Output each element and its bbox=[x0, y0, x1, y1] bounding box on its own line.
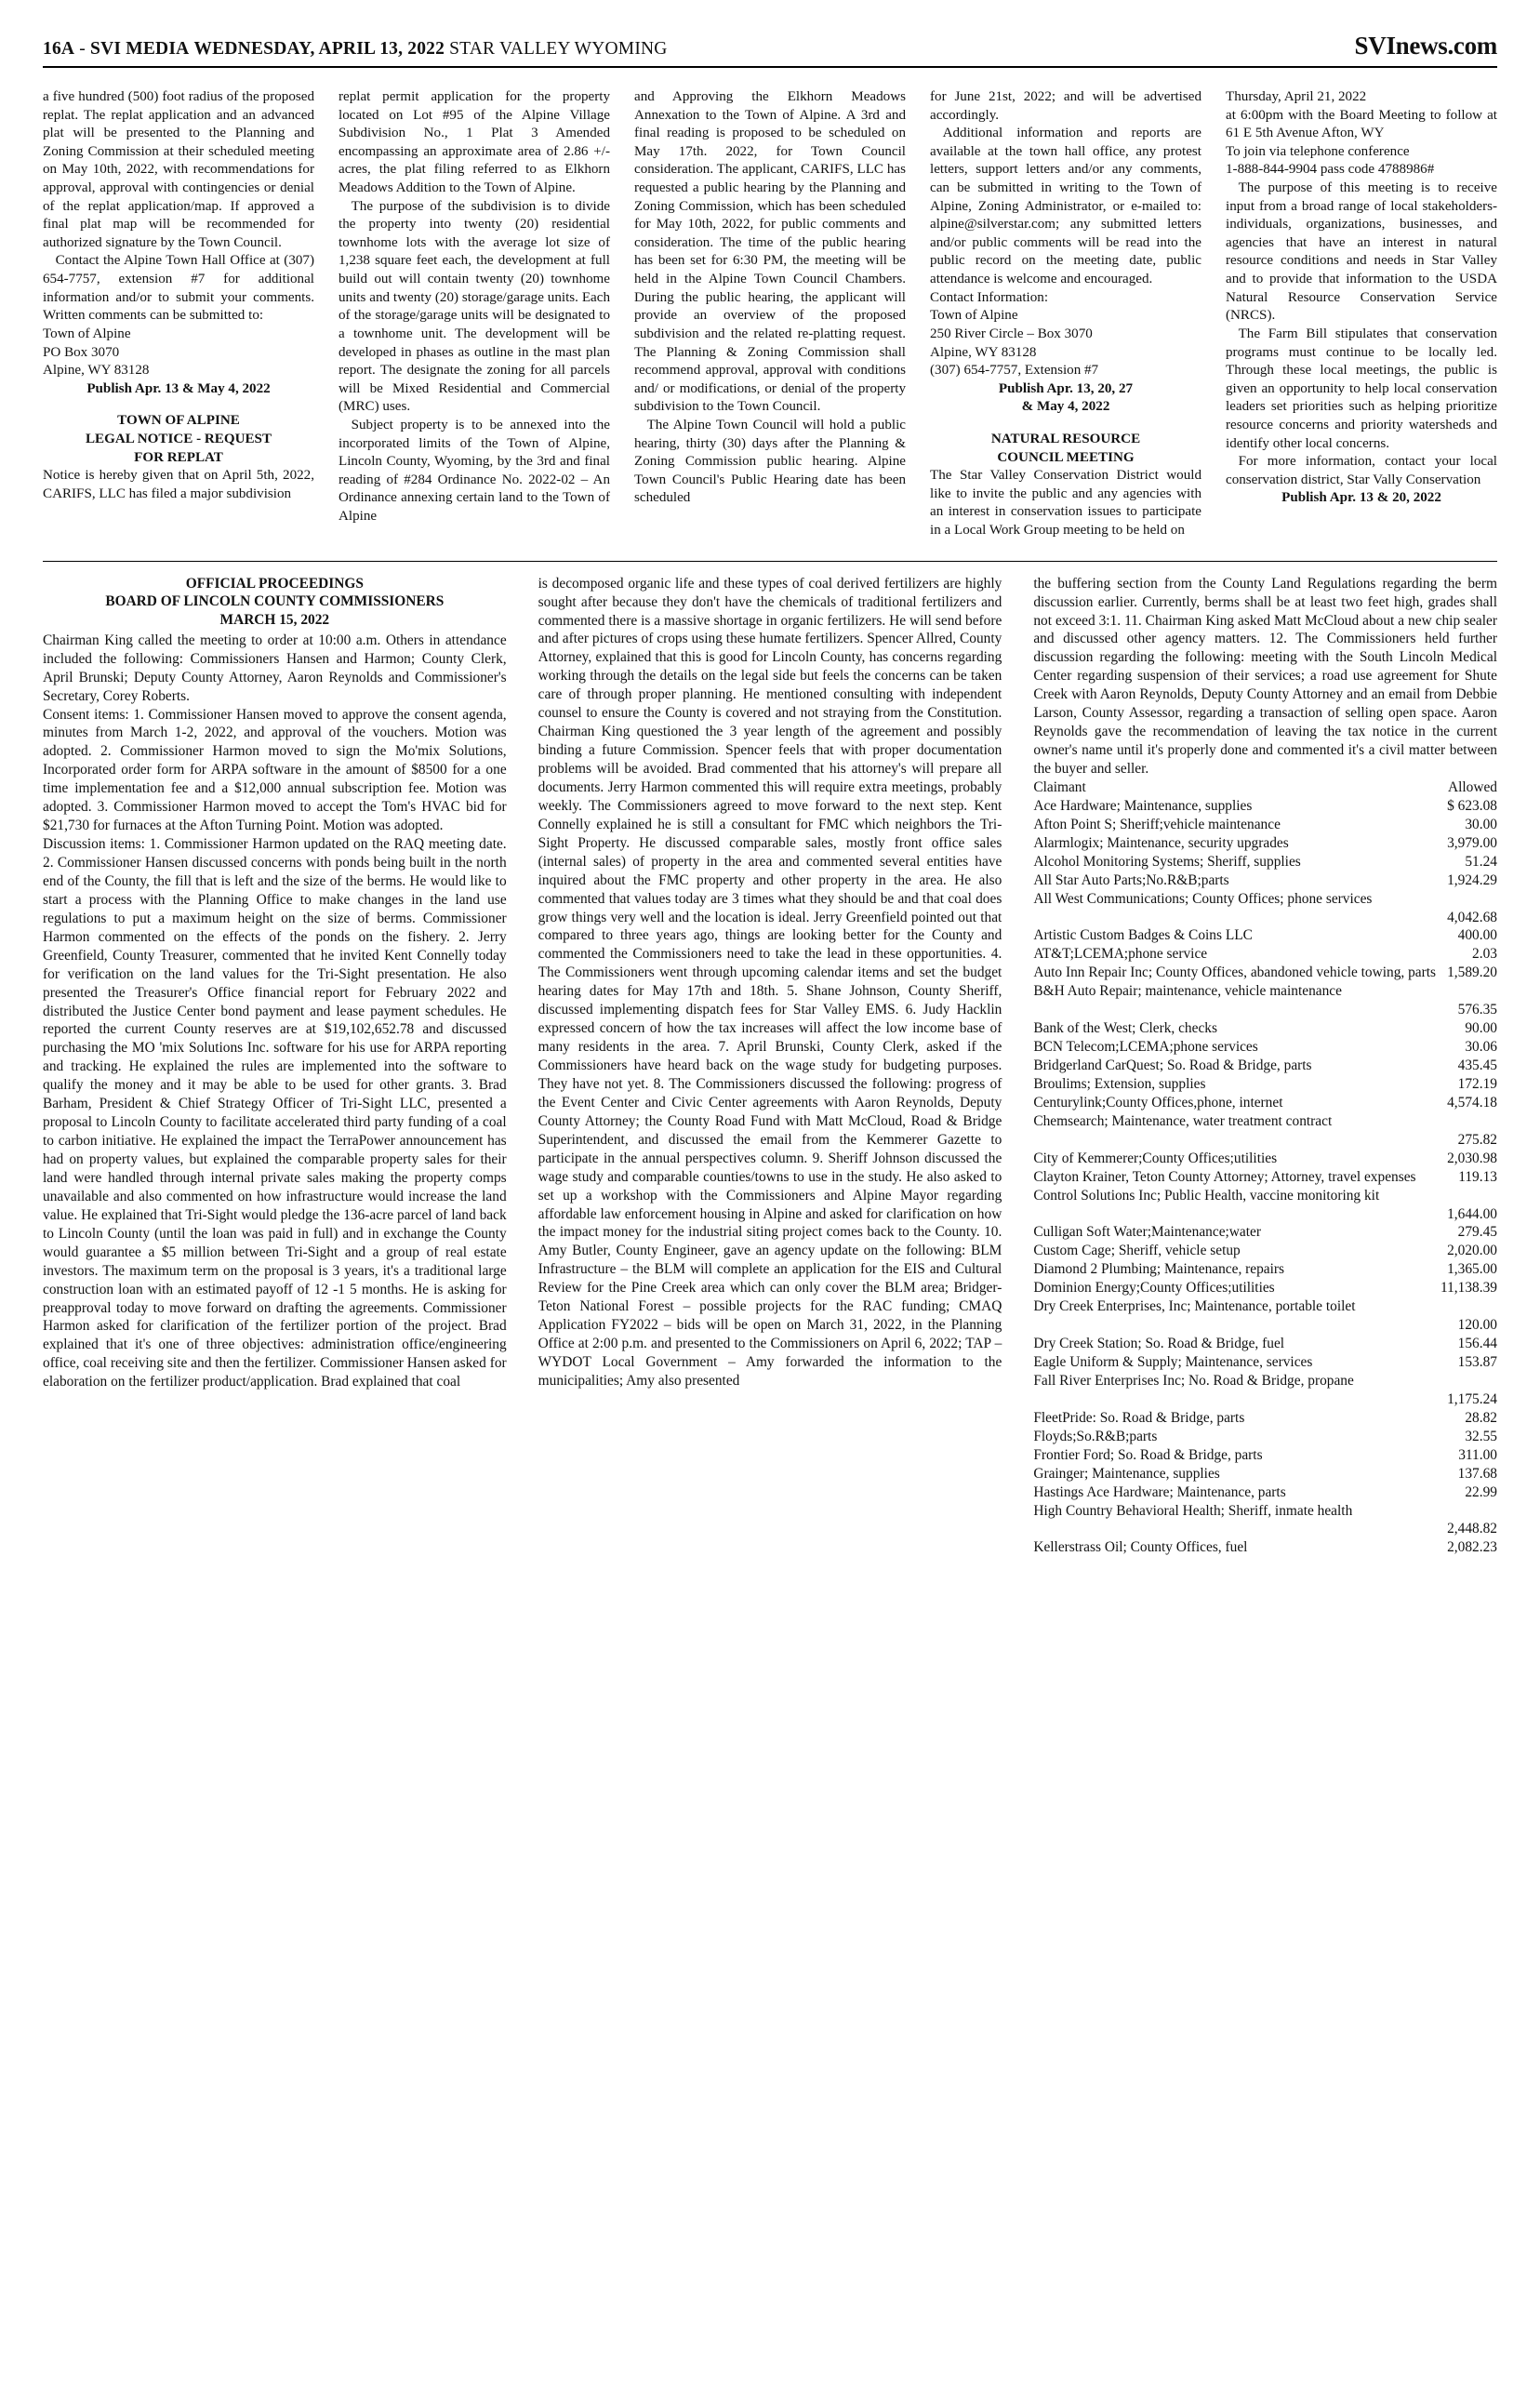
allowed-amount: 1,365.00 bbox=[1447, 1261, 1497, 1278]
allowed-amount: 22.99 bbox=[1465, 1483, 1497, 1500]
claimant-description: Alcohol Monitoring Systems; Sheriff, supplies bbox=[1033, 853, 1301, 870]
paragraph: Subject property is to be annexed into the incorporated limits of the Town of Alpine, Lincoln County, Wyoming, by the 3rd and final reading of #284 Ordinance No. 2022-02 – An Ordinance annexing certain land to the Town of Alpine bbox=[339, 417, 610, 525]
paragraph: Contact the Alpine Town Hall Office at (307) 654-7757, extension #7 for additional information and/or to submit your comments. Written comments can be submitted to: bbox=[43, 253, 314, 324]
column-header-claimant: Claimant bbox=[1033, 778, 1086, 795]
allowed-amount: 2.03 bbox=[1472, 946, 1497, 963]
claimant-description: Centurylink;County Offices,phone, internet bbox=[1033, 1094, 1283, 1111]
address-line: Town of Alpine bbox=[43, 326, 131, 341]
column-header-allowed: Allowed bbox=[1447, 778, 1497, 795]
table-row bbox=[1033, 1019, 1497, 1038]
paragraph: For more information, contact your local conservation district, Star Vally Conservation bbox=[1226, 454, 1497, 487]
allowed-amount: $ 623.08 bbox=[1447, 797, 1497, 814]
paragraph: The Alpine Town Council will hold a public hearing, thirty (30) days after the Planning & Zoning Commission public hearing. Alpine Town Council's Public Hearing date has been scheduled bbox=[634, 417, 906, 506]
paragraph: and Approving the Elkhorn Meadows Annexation to the Town of Alpine. A 3rd and final reading is proposed to be scheduled on May 17th. 2022, for Town Council consideration. The applicant, CARIFS, LLC has requested a public hearing by the Planning and Zoning Commission, which has been scheduled for May 10th, 2022, for public comments and consideration. The time of the public hearing has been set for 6:30 PM, the meeting will be held in the Alpine Town Council Chambers. During the public hearing, the applicant will provide an overview of the proposed subdivision and the related re-platting request. The Planning & Zoning Commission shall recommend approval, approval with conditions and/ or modifications, or denial of the property subdivision to the Town Council. bbox=[634, 89, 906, 415]
allowed-amount: 4,574.18 bbox=[1447, 1094, 1497, 1111]
table-row bbox=[1033, 1187, 1497, 1224]
allowed-amount: 30.00 bbox=[1465, 816, 1497, 832]
legal-column-3 bbox=[634, 88, 906, 540]
contact-line: (307) 654-7757, Extension #7 bbox=[930, 363, 1099, 379]
proceedings-column-1 bbox=[43, 575, 507, 1558]
publish-line: Publish Apr. 13, 20, 27 bbox=[998, 380, 1134, 396]
legal-column-1 bbox=[43, 88, 314, 540]
table-row bbox=[1033, 1409, 1497, 1428]
allowed-amount: 90.00 bbox=[1465, 1020, 1497, 1037]
claimant-description: Hastings Ace Hardware; Maintenance, parts bbox=[1033, 1483, 1286, 1500]
claimant-description: All Star Auto Parts;No.R&B;parts bbox=[1033, 871, 1229, 888]
allowed-amount: 172.19 bbox=[1457, 1075, 1497, 1092]
table-row bbox=[1033, 1279, 1497, 1297]
table-row bbox=[1033, 1038, 1497, 1057]
table-row bbox=[1033, 853, 1497, 871]
allowed-amount: 2,030.98 bbox=[1447, 1150, 1497, 1166]
payments-table-header bbox=[1033, 778, 1497, 797]
claimant-description: Artistic Custom Badges & Coins LLC bbox=[1033, 927, 1253, 944]
claimant-description: Bank of the West; Clerk, checks bbox=[1033, 1020, 1217, 1037]
allowed-amount: 30.06 bbox=[1465, 1039, 1497, 1056]
allowed-amount: 2,448.82 bbox=[1447, 1521, 1497, 1537]
table-row bbox=[1033, 1538, 1497, 1557]
table-row bbox=[1033, 1168, 1497, 1187]
allowed-amount: 51.24 bbox=[1465, 853, 1497, 870]
payments-table bbox=[1033, 797, 1497, 1557]
publication-name: SVI MEDIA bbox=[90, 39, 190, 59]
legal-column-4 bbox=[930, 88, 1201, 540]
notice-heading-line: FOR REPLAT bbox=[134, 449, 223, 465]
paragraph: The Farm Bill stipulates that conservation programs must continue to be locally led. Through these local meetings, the public is given an opportunity to help local conservation leaders set priorities such as helping prioritize resource concerns and priority watersheds and identify other local concerns. bbox=[1226, 326, 1497, 451]
contact-line: Alpine, WY 83128 bbox=[930, 344, 1037, 360]
allowed-amount: 120.00 bbox=[1457, 1317, 1497, 1334]
table-row bbox=[1033, 1075, 1497, 1094]
proceedings-title-line: MARCH 15, 2022 bbox=[219, 612, 330, 629]
claimant-description: Dry Creek Station; So. Road & Bridge, fuel bbox=[1033, 1336, 1285, 1352]
table-row bbox=[1033, 1057, 1497, 1075]
claimant-description: Dominion Energy;County Offices;utilities bbox=[1033, 1280, 1275, 1297]
contact-line: Contact Information: bbox=[930, 289, 1049, 305]
table-row bbox=[1033, 797, 1497, 816]
allowed-amount: 28.82 bbox=[1465, 1409, 1497, 1426]
claimant-description: City of Kemmerer;County Offices;utilities bbox=[1033, 1150, 1278, 1166]
claimant-description: Auto Inn Repair Inc; County Offices, abandoned vehicle towing, parts bbox=[1033, 964, 1437, 981]
table-row bbox=[1033, 890, 1497, 927]
paragraph: To join via telephone conference bbox=[1226, 143, 1410, 159]
table-row bbox=[1033, 871, 1497, 890]
table-row bbox=[1033, 945, 1497, 964]
legal-notices-section bbox=[43, 68, 1497, 540]
claimant-description: Dry Creek Enterprises, Inc; Maintenance, portable toilet bbox=[1033, 1298, 1356, 1315]
allowed-amount: 400.00 bbox=[1457, 927, 1497, 944]
table-row bbox=[1033, 816, 1497, 834]
table-row bbox=[1033, 1150, 1497, 1168]
table-row bbox=[1033, 1112, 1497, 1150]
table-row bbox=[1033, 1446, 1497, 1465]
allowed-amount: 311.00 bbox=[1458, 1446, 1497, 1463]
proceedings-column-2 bbox=[538, 575, 1002, 1558]
claimant-description: AT&T;LCEMA;phone service bbox=[1033, 946, 1208, 963]
claimant-description: Diamond 2 Plumbing; Maintenance, repairs bbox=[1033, 1261, 1285, 1278]
table-row bbox=[1033, 926, 1497, 945]
table-row bbox=[1033, 1465, 1497, 1483]
paragraph: The purpose of this meeting is to receive input from a broad range of local stakeholders-individuals, organizations, businesses, and agencies that have an interest in natural resource conditions and needs in Star Valley and to provide that information to the USDA Natural Resource Conservation Service (NRCS). bbox=[1226, 180, 1497, 324]
table-row bbox=[1033, 1223, 1497, 1242]
address-line: Alpine, WY 83128 bbox=[43, 363, 150, 379]
allowed-amount: 2,020.00 bbox=[1447, 1243, 1497, 1259]
claimant-description: Control Solutions Inc; Public Health, vaccine monitoring kit bbox=[1033, 1187, 1380, 1204]
contact-line: 250 River Circle – Box 3070 bbox=[930, 326, 1093, 341]
page-number: 16A bbox=[43, 39, 75, 59]
official-proceedings-section bbox=[43, 575, 1497, 1558]
table-row bbox=[1033, 834, 1497, 853]
claimant-description: Ace Hardware; Maintenance, supplies bbox=[1033, 797, 1253, 814]
table-row bbox=[1033, 1353, 1497, 1372]
notice-heading-line: NATURAL RESOURCE bbox=[990, 431, 1141, 446]
paragraph: Discussion items: 1. Commissioner Harmon updated on the RAQ meeting date. 2. Commissioner Hansen discussed concerns with ponds being built in the north end of the County, the fill that is left and the size of the berms. He would like to start a process with the Planning Office to make changes in the land use regulations to put a maximum height on the size of berms. Commissioner Harmon commented on the effects of the ponds on the fishery. 2. Jerry Greenfield, County Treasurer, commented that he invited Kent Connelly today for verification on the land values for the Tri-Sight presentation. He also presented the Treasurer's Office financial report for February 2022 and distributed the Justice Center bond payment and lease payment schedules. He reported the current County reserves are at $19,102,652.78 and discussed purchasing the MO 'mix Solutions Inc. software for his use for ARPA reporting and tracking. He explained the rules are implemented into the software to qualify the money and it may be able to be used for other grants. 3. Brad Barham, President & Chief Strategy Officer of Tri-Sight LLC, presented a proposal to Lincoln County to facilitate accelerated third party funding of a coal to carbon initiative. He explained the impact the TerraPower announcement has had on property values, but explained the comparable property sales for their land were handled through internal private sales making the property comps unavailable and also commented on how infrastructure would increase the land value. He explained that Tri-Sight would pledge the 136-acre parcel of land back to Lincoln County (until the loan was paid in full) and in exchange the County would guarantee a $5 million between Tri-Sight and a group of real estate investors. The maximum term on the proposal is 3 years, it's a traditional large construction loan with an estimated payoff of 12 -1 5 months. He is asking for preapproval today to move forward on drafting the agreements. Commissioner Harmon asked for clarification of the fertilizer portion of the project. Brad explained that it's one of three objectives: administration office/engineering office, coal receiving site and then the fertilizer. Commissioner Hansen asked for elaboration on the fertilizer product/application. Brad explained that coal bbox=[43, 836, 507, 1390]
table-row bbox=[1033, 1483, 1497, 1502]
address-line: PO Box 3070 bbox=[43, 344, 120, 360]
table-row bbox=[1033, 1502, 1497, 1539]
publish-line: Publish Apr. 13 & May 4, 2022 bbox=[86, 380, 271, 396]
claimant-description: Frontier Ford; So. Road & Bridge, parts bbox=[1033, 1446, 1263, 1463]
legal-column-5 bbox=[1226, 88, 1497, 540]
claimant-description: BCN Telecom;LCEMA;phone services bbox=[1033, 1039, 1258, 1056]
paragraph: at 6:00pm with the Board Meeting to follow at 61 E 5th Avenue Afton, WY bbox=[1226, 107, 1497, 141]
notice-heading-line: TOWN OF ALPINE bbox=[117, 413, 240, 429]
issue-location: STAR VALLEY WYOMING bbox=[449, 39, 668, 59]
allowed-amount: 156.44 bbox=[1457, 1336, 1497, 1352]
allowed-amount: 279.45 bbox=[1457, 1224, 1497, 1241]
claimant-description: Alarmlogix; Maintenance, security upgrades bbox=[1033, 834, 1289, 851]
claimant-description: Bridgerland CarQuest; So. Road & Bridge, parts bbox=[1033, 1057, 1312, 1073]
section-divider bbox=[43, 561, 1497, 562]
claimant-description: Chemsearch; Maintenance, water treatment contract bbox=[1033, 1112, 1333, 1129]
allowed-amount: 153.87 bbox=[1457, 1354, 1497, 1370]
paragraph: Notice is hereby given that on April 5th, 2022, CARIFS, LLC has filed a major subdivision bbox=[43, 468, 314, 501]
allowed-amount: 1,589.20 bbox=[1447, 964, 1497, 981]
paragraph: Consent items: 1. Commissioner Hansen moved to approve the consent agenda, minutes from March 1-2, 2022, and approval of the vouchers. Motion was adopted. 2. Commissioner Harmon moved to sign the Mo'mix Solutions, Incorporated order form for ARPA software in the amount of $8500 for a one time implementation fee and a $12,000 annual subscription fee. Motion was adopted. 3. Commissioner Harmon moved to accept the Tom's HVAC bid for $21,730 for furnaces at the Afton Turning Point. Motion was adopted. bbox=[43, 706, 507, 834]
claimant-description: Culligan Soft Water;Maintenance;water bbox=[1033, 1224, 1261, 1241]
contact-line: Town of Alpine bbox=[930, 308, 1018, 324]
table-row bbox=[1033, 1242, 1497, 1260]
claimant-description: FleetPride: So. Road & Bridge, parts bbox=[1033, 1409, 1245, 1426]
issue-date: WEDNESDAY, APRIL 13, 2022 bbox=[193, 39, 445, 59]
claimant-description: Eagle Uniform & Supply; Maintenance, services bbox=[1033, 1354, 1313, 1370]
paragraph: Thursday, April 21, 2022 bbox=[1226, 89, 1367, 104]
paragraph: Chairman King called the meeting to order at 10:00 a.m. Others in attendance included the following: Commissioners Hansen and Harmon; County Clerk, April Brunski; Deputy County Attorney, Aaron Reynolds and Commissioner's Secretary, Corey Roberts. bbox=[43, 632, 507, 704]
allowed-amount: 119.13 bbox=[1458, 1168, 1497, 1185]
allowed-amount: 1,644.00 bbox=[1447, 1205, 1497, 1222]
claimant-description: All West Communications; County Offices; phone services bbox=[1033, 890, 1373, 907]
table-row bbox=[1033, 1428, 1497, 1446]
table-row bbox=[1033, 1335, 1497, 1353]
claimant-description: High Country Behavioral Health; Sheriff, inmate health bbox=[1033, 1502, 1353, 1519]
allowed-amount: 2,082.23 bbox=[1447, 1539, 1497, 1556]
allowed-amount: 1,175.24 bbox=[1447, 1390, 1497, 1407]
table-row bbox=[1033, 1372, 1497, 1409]
allowed-amount: 137.68 bbox=[1457, 1465, 1497, 1482]
legal-column-2 bbox=[339, 88, 610, 540]
paragraph: is decomposed organic life and these types of coal derived fertilizers are highly sought after because they don't have the chemicals of traditional fertilizers and commented there is a massive shortage in organic fertilizers. He will send before and after pictures of crops using these humate fertilizers. Spencer Allred, County Attorney, explained that this is good for Lincoln County, has concerns regarding working through the details on the legal side but feels the concerns can be taken care of through proper planning. He mentioned consulting with independent counsel to ensure the County is covered and not straying from the Constitution. Chairman King questioned the 3 year length of the agreement and possibly binding a future Commission. Spencer feels that with proper documentation problems will be avoided. Brad commented that his attorney's will prepare all documents. Jerry Harmon commented this will require extra meetings, probably weekly. The Commissioners agreed to move forward to the next step. Kent Connelly explained he is still a consultant for FMC which neighbors the Tri-Sight Property. He discussed comparable sales, mostly front office sales (internal sales) of property in the area and commented several entities have inquired about the FMC property and other property in the area. He also commented that values today are 3 times what they should be and that coal does grow things very well and the location is ideal. Jerry Greenfield pointed out that compared to three years ago, things are looking better for the County and commented the Commissioners need to take the lead in these opportunities. 4. The Commissioners went through upcoming calendar items and set the budget hearing dates for May 17th and 18th. 5. Shane Johnson, County Sheriff, discussed implementing dispatch fees for Star Valley EMS. 6. Judy Hacklin expressed concern of how the tax increases will affect the low income base of many residents in the area. 7. April Brunski, County Clerk, asked if the Commissioners have heard back on the wage study for budgeting purposes. They have not yet. 8. The Commissioners discussed the following: progress of the Event Center and Civic Center agreements with Aaron Reynolds, Deputy County Attorney; the County Road Fund with Matt McCloud, Road & Bridge Superintendent, and discussed the email from the Kemmerer Gazette to participate in the annual perspectives column. 9. Sheriff Johnson discussed the wage study and comparable counties/towns to use in the study. He also asked to set up a workshop with the Commissioners and Alpine Mayor regarding affordable law enforcement housing in Alpine and asked for clarification on how the impact money for the industrial siting project comes back to the County. 10. Amy Butler, County Engineer, gave an agency update on the following: BLM Infrastructure – the BLM will complete an application for the EIS and Cultural Review for the Pine Creek area which can only cover the BLM area; Bridger-Teton National Forest – possible projects for the RAC funding; CMAQ Application FY2022 – bids will be open on March 31, 2022, in the Planning Office at 2:00 p.m. and presented to the Commissioners on April 6, 2022; TAP – WYDOT Local Government – Amy forwarded the information to the municipalities; Amy also presented bbox=[538, 575, 1002, 1389]
paragraph: the buffering section from the County Land Regulations regarding the berm discussion earlier. Currently, berms shall be at least two feet high, grades shall not exceed 3:1. 11. Chairman King asked Matt McCloud about a new chip sealer and discussed other agency matters. 12. The Commissioners held further discussion regarding the following: meeting with the South Lincoln Medical Center regarding suspension of their services; a road use agreement for Shute Creek with Aaron Reynolds, Deputy County Attorney and an email from Debbie Larson, County Assessor, regarding a transaction of selling open space. Aaron Reynolds gave the recommendation of leaving the tax notice in the current owner's name until it's properly done and commented it's a civil matter between the buyer and seller. bbox=[1033, 575, 1497, 777]
proceedings-title-line: BOARD OF LINCOLN COUNTY COMMISSIONERS bbox=[105, 593, 445, 610]
paragraph: 1-888-844-9904 pass code 4788986# bbox=[1226, 162, 1435, 178]
claimant-description: Kellerstrass Oil; County Offices, fuel bbox=[1033, 1539, 1248, 1556]
paragraph: Additional information and reports are available at the town hall office, any protest letters, support letters and/or any comments, can be submitted in writing to the Town of Alpine, Zoning Administrator, or e-mailed to: alpine@silverstar.com; any submitted letters and/or public comments will be read into the public record on the meeting date, public attendance is welcome and encouraged. bbox=[930, 126, 1201, 287]
publish-line: & May 4, 2022 bbox=[1021, 399, 1110, 415]
website-url: SVInews.com bbox=[1354, 32, 1497, 60]
claimant-description: Grainger; Maintenance, supplies bbox=[1033, 1465, 1220, 1482]
publish-line: Publish Apr. 13 & 20, 2022 bbox=[1281, 490, 1441, 506]
paragraph: The purpose of the subdivision is to divide the property into twenty (20) residential townhome lots with the average lot size of 1,238 square feet each, the development at full build out will contain twenty (20) townhome units and twenty (20) storage/garage units. Each of the storage/garage units will be designated to a townhome unit. The development will be developed in phases as outline in the mast plan report. The designate the zoning for all parcels will be Mixed Residential and Commercial (MRC) uses. bbox=[339, 198, 610, 415]
claimant-description: Clayton Krainer, Teton County Attorney; Attorney, travel expenses bbox=[1033, 1168, 1416, 1185]
claimant-description: Afton Point S; Sheriff;vehicle maintenance bbox=[1033, 816, 1281, 832]
notice-heading-line: LEGAL NOTICE - REQUEST bbox=[85, 431, 272, 446]
paragraph: replat permit application for the property located on Lot #95 of the Alpine Village Subdivision No., 1 Plat 3 Amended encompassing an approximate area of 2.86 +/- acres, the plat filing referred to as Elkhorn Meadows Addition to the Town of Alpine. bbox=[339, 89, 610, 196]
claimant-description: Floyds;So.R&B;parts bbox=[1033, 1428, 1158, 1444]
claimant-description: B&H Auto Repair; maintenance, vehicle maintenance bbox=[1033, 983, 1342, 1000]
table-row bbox=[1033, 1297, 1497, 1335]
allowed-amount: 3,979.00 bbox=[1447, 834, 1497, 851]
allowed-amount: 4,042.68 bbox=[1447, 909, 1497, 925]
paragraph: The Star Valley Conservation District would like to invite the public and any agencies with an interest in conservation issues to participate in a Local Work Group meeting to be held on bbox=[930, 468, 1201, 539]
proceedings-title bbox=[43, 575, 507, 630]
proceedings-title-line: OFFICIAL PROCEEDINGS bbox=[185, 575, 364, 592]
allowed-amount: 32.55 bbox=[1465, 1428, 1497, 1444]
allowed-amount: 1,924.29 bbox=[1447, 871, 1497, 888]
allowed-amount: 11,138.39 bbox=[1440, 1280, 1497, 1297]
allowed-amount: 275.82 bbox=[1457, 1131, 1497, 1148]
table-row bbox=[1033, 1260, 1497, 1279]
notice-heading-line: COUNCIL MEETING bbox=[997, 449, 1135, 465]
allowed-amount: 576.35 bbox=[1457, 1002, 1497, 1018]
claimant-description: Custom Cage; Sheriff, vehicle setup bbox=[1033, 1243, 1241, 1259]
claimant-description: Fall River Enterprises Inc; No. Road & Bridge, propane bbox=[1033, 1372, 1354, 1389]
claimant-description: Broulims; Extension, supplies bbox=[1033, 1075, 1206, 1092]
masthead-left bbox=[43, 39, 668, 60]
paragraph: for June 21st, 2022; and will be advertised accordingly. bbox=[930, 89, 1201, 123]
paragraph: a five hundred (500) foot radius of the proposed replat. The replat application and an advanced plat will be presented to the Planning and Zoning Commission at their scheduled meeting on May 10th, 2022, with recommendations for approval, approval with contingencies or denial of the replat application/map. If approved a final plat map will be recommended for authorized signature by the Town Council. bbox=[43, 89, 314, 250]
allowed-amount: 435.45 bbox=[1457, 1057, 1497, 1073]
table-row bbox=[1033, 964, 1497, 982]
masthead bbox=[43, 32, 1497, 68]
table-row bbox=[1033, 982, 1497, 1019]
masthead-separator: - bbox=[74, 39, 91, 59]
proceedings-column-3 bbox=[1033, 575, 1497, 1558]
table-row bbox=[1033, 1094, 1497, 1112]
